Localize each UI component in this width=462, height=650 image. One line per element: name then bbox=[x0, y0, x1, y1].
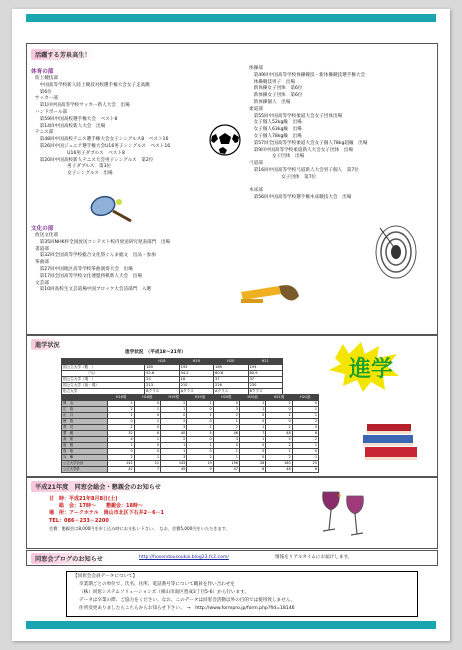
table-cell: 9 bbox=[187, 467, 213, 473]
table-cell: 60.8 bbox=[214, 371, 248, 377]
table-cell: 2 bbox=[213, 413, 239, 419]
right-list bbox=[249, 66, 367, 202]
table-cell: 7 bbox=[134, 467, 160, 473]
table-cell: 2 bbox=[266, 401, 292, 407]
award-line: 第57回全国高等学校柔道大会女子個人78kg超級 出場 bbox=[249, 140, 368, 146]
table-cell: 142 bbox=[108, 461, 134, 467]
award-line: 第35回NHK杯全国放送コンテスト校内放送研究発表部門 出場 bbox=[35, 239, 171, 245]
culture-list bbox=[35, 233, 170, 294]
table-cell: 1 bbox=[239, 437, 265, 443]
svg-text:✦: ✦ bbox=[337, 493, 343, 500]
table-cell: 2 bbox=[108, 455, 134, 461]
table-cell: 21 bbox=[134, 461, 160, 467]
meeting-date: 日 時：平成21年8月8日(土) bbox=[49, 496, 118, 502]
table-cell: 54.2 bbox=[179, 371, 213, 377]
meeting-place: 場 所：アークホテル 岡山市北区下石井2－6－1 bbox=[49, 510, 165, 516]
table-cell: 1 bbox=[187, 413, 213, 419]
table-cell: 8 bbox=[239, 467, 265, 473]
meeting-times: 総 会：17時～ 懇親会：18時～ bbox=[49, 503, 143, 509]
table-cell: 1 bbox=[292, 413, 318, 419]
table-cell: 1 bbox=[266, 449, 292, 455]
award-line: 第1回中国高等学校サッカー新人大会 出場 bbox=[35, 103, 130, 109]
table-cell: 高 知 bbox=[62, 437, 108, 443]
table-header-cell: H19 bbox=[179, 359, 213, 365]
table-cell: 2 bbox=[213, 425, 239, 431]
table-cell: 7 bbox=[239, 431, 265, 437]
page bbox=[12, 9, 450, 641]
table-cell: 0 bbox=[292, 425, 318, 431]
award-line: 第48回中国高校テニス選手権大会女子シングルス8 ベスト16 bbox=[35, 137, 169, 143]
table-cell: 1 bbox=[187, 425, 213, 431]
award-line: 第56回中国高等学校選手権木床競技大会 出場 bbox=[249, 195, 352, 201]
table-cell: 0 bbox=[266, 419, 292, 425]
table-header-cell: H19現 bbox=[160, 395, 186, 401]
table-cell: 1 bbox=[213, 449, 239, 455]
table-cell: 0 bbox=[108, 449, 134, 455]
award-line: 新体操女子団体 第6位 bbox=[249, 93, 303, 99]
table-cell: 48 bbox=[266, 431, 292, 437]
award-line: 体操競技男子 出場 bbox=[249, 79, 295, 85]
table-cell: 185 bbox=[145, 365, 179, 371]
table-cell: 1 bbox=[134, 437, 160, 443]
table-cell: 48 bbox=[266, 467, 292, 473]
table-cell: 0 bbox=[239, 455, 265, 461]
table-cell: （％） bbox=[62, 371, 145, 377]
table-cell: 1 bbox=[239, 425, 265, 431]
table-cell: 210 bbox=[179, 383, 213, 389]
meeting-title: 平成21年度 同窓会総会・懇親会のお知らせ bbox=[31, 481, 165, 492]
table-cell: 193 bbox=[248, 365, 283, 371]
footer-band bbox=[26, 621, 436, 629]
table-cell: 1 bbox=[160, 449, 186, 455]
table-cell: 1 bbox=[292, 455, 318, 461]
table-cell: 島 根 bbox=[62, 443, 108, 449]
archery-target-icon bbox=[372, 222, 420, 280]
table-cell: 5 bbox=[187, 431, 213, 437]
award-line: 放送文化部 bbox=[35, 233, 58, 238]
table-cell: 0 bbox=[108, 419, 134, 425]
award-line: 新体操女子団体 第6位 bbox=[249, 86, 303, 92]
table-cell: 1 bbox=[213, 455, 239, 461]
table-cell: 国公立大学（現 ） bbox=[62, 377, 145, 383]
table-cell: 2 bbox=[266, 425, 292, 431]
table-cell: 2 bbox=[108, 407, 134, 413]
table-cell: 1 bbox=[187, 443, 213, 449]
table-cell: 0 bbox=[134, 401, 160, 407]
sports-list bbox=[35, 76, 170, 178]
award-line: 女子個人78kg級 出場 bbox=[249, 133, 302, 139]
table-cell: 23 bbox=[145, 377, 179, 383]
table-cell: 0 bbox=[134, 413, 160, 419]
header-band bbox=[26, 14, 436, 22]
table-cell: 公立大学計 bbox=[62, 467, 108, 473]
table-cell: 公立大学合計 bbox=[62, 461, 108, 467]
table-cell: 6 bbox=[292, 431, 318, 437]
table-cell: 25 bbox=[292, 461, 318, 467]
table-cell: 1 bbox=[187, 401, 213, 407]
table-cell: 143 bbox=[160, 461, 186, 467]
table-cell: 37 bbox=[214, 377, 248, 383]
award-line: 弓道部 bbox=[249, 161, 263, 167]
table-cell: Aクラス bbox=[179, 389, 213, 395]
award-line: 第20回中国高校新人テニス大会男子シングルス 第2位 bbox=[35, 157, 154, 163]
table-cell: 230 bbox=[248, 383, 283, 389]
table-cell: 1 bbox=[134, 455, 160, 461]
table-cell: 0 bbox=[187, 449, 213, 455]
table-cell: 42 bbox=[108, 467, 134, 473]
table-cell: 2 bbox=[292, 419, 318, 425]
award-line: 陸上競技部 bbox=[35, 76, 58, 81]
award-line: 筝曲部 bbox=[35, 260, 49, 266]
table-header-cell: H18 bbox=[145, 359, 179, 365]
table-cell: 2 bbox=[266, 455, 292, 461]
table-cell: 4 bbox=[108, 437, 134, 443]
award-line: 女子団体 第7位 bbox=[249, 174, 317, 180]
table-cell: 192 bbox=[179, 365, 213, 371]
table-cell: 1 bbox=[160, 443, 186, 449]
award-line: 体操部 bbox=[249, 66, 263, 71]
table-cell: 19 bbox=[187, 461, 213, 467]
table-header-cell: H18現 bbox=[108, 395, 134, 401]
table-cell: 6 bbox=[134, 431, 160, 437]
award-line: 柔道部 bbox=[249, 106, 263, 112]
table-cell: 47 bbox=[213, 467, 239, 473]
table-cell: 2 bbox=[266, 443, 292, 449]
table-cell: 0 bbox=[187, 437, 213, 443]
awards-title: 活躍する芳泉高生！ bbox=[31, 49, 95, 60]
award-line: U16男子ダブルス ベスト8 bbox=[35, 150, 125, 156]
table-cell: 香 川 bbox=[62, 425, 108, 431]
table-cell: 1 bbox=[292, 443, 318, 449]
table-cell: 0 bbox=[239, 419, 265, 425]
table-cell: 2 bbox=[160, 419, 186, 425]
award-line: 女子個人52kg級 出場 bbox=[249, 120, 302, 126]
award-line: 第59回中国高校選手権大会 ベスト8 bbox=[35, 116, 118, 122]
table-cell: 1 bbox=[160, 407, 186, 413]
table-cell: 3 bbox=[160, 455, 186, 461]
shinro-box bbox=[26, 335, 438, 477]
table-cell: 8 bbox=[292, 467, 318, 473]
award-line: 第55回中国高等学校柔道大会女子団体出場 bbox=[249, 113, 343, 119]
table-cell: 兵 庫 bbox=[62, 455, 108, 461]
footer-line-3: （株）同窓システムソリューションズ（岡山市南区豊成3丁目5-6）から行います。 bbox=[79, 590, 249, 595]
footer-line-1: 【同窓会会員データについて】 bbox=[73, 574, 138, 579]
table-cell: 0 bbox=[187, 419, 213, 425]
award-line: 男子ダブルス 第3位 bbox=[35, 164, 112, 170]
award-line: 第16回中国高等学校弓道新人大会男子個人 第7位 bbox=[249, 167, 359, 173]
table-cell: 愛 媛 bbox=[62, 431, 108, 437]
table-cell: 156 bbox=[213, 461, 239, 467]
table-cell: 0 bbox=[134, 425, 160, 431]
award-line: 第6位 bbox=[35, 89, 52, 95]
table-cell: 1 bbox=[213, 419, 239, 425]
award-line: 第26回中国ジュニア選手権大会U16男子シングルス ベスト16 bbox=[35, 143, 171, 149]
award-line: 女子団体 出場 bbox=[249, 154, 305, 160]
award-line: テニス部 bbox=[35, 130, 54, 136]
table-cell: 1 bbox=[292, 407, 318, 413]
table-cell: 0 bbox=[239, 413, 265, 419]
table-cell: 0 bbox=[160, 413, 186, 419]
shingaku-graphic-icon bbox=[327, 340, 405, 392]
table-row bbox=[62, 467, 319, 473]
award-line: 新体操個人 出場 bbox=[249, 99, 291, 105]
table-cell: 1 bbox=[239, 407, 265, 413]
shinro-title: 進学状況 bbox=[31, 339, 64, 350]
table-header-cell: H20浪 bbox=[239, 395, 265, 401]
footer-line-4: データは卒業の際、ご協力をください。なお、このデータは同窓会活動以外の目的では使用致しません。 bbox=[79, 598, 296, 603]
award-line: 第10回高校生文芸道場中国ブロック大会詩部門 入選 bbox=[35, 287, 152, 293]
table-cell: 1 bbox=[108, 401, 134, 407]
table-cell: 32 bbox=[108, 431, 134, 437]
table-cell: 鳥 取 bbox=[62, 449, 108, 455]
award-line: 第9回中国高等学校柔道新人大会女子団体 出場 bbox=[249, 147, 353, 153]
award-line: 第27回中国地区高等学校筝曲演奏大会 出場 bbox=[35, 266, 133, 272]
table-cell: 1 bbox=[266, 413, 292, 419]
table-cell: 岡 山 bbox=[62, 401, 108, 407]
member-data-notice bbox=[66, 571, 418, 617]
award-line: サッカー部 bbox=[35, 96, 58, 102]
shinro-summary-table bbox=[61, 358, 283, 395]
table-cell: 5 bbox=[266, 437, 292, 443]
award-line: 第32回全国高等学校総合文化祭ぐんま総文 出品・参加 bbox=[35, 253, 156, 259]
table-header-cell: H20現 bbox=[213, 395, 239, 401]
award-line bbox=[249, 182, 367, 189]
table-cell: 0 bbox=[239, 449, 265, 455]
award-line: 女子個人63kg級 出場 bbox=[249, 127, 302, 133]
table-cell: 18 bbox=[179, 377, 213, 383]
award-line: ハンドボール部 bbox=[35, 109, 68, 115]
table-cell: Aクラス bbox=[214, 389, 248, 395]
award-line: 女子シングルス 出場 bbox=[35, 171, 113, 177]
table-cell: 0 bbox=[213, 401, 239, 407]
table-cell: Bクラス bbox=[145, 389, 179, 395]
table-cell: 1 bbox=[239, 401, 265, 407]
table-cell: 52.6 bbox=[145, 371, 179, 377]
table-cell: 0 bbox=[134, 443, 160, 449]
award-line: 第49回中国高等学校体操競技・新体操競技選手権大会 bbox=[249, 72, 366, 78]
footer-line-5: 住所変更ありましたらこちらからお知らせ下さい。 → http://www.formpro.jp/form.php?fid=18146 bbox=[79, 606, 295, 611]
table-cell: 私立大学 bbox=[62, 389, 145, 395]
culture-heading: 文化の部 bbox=[31, 226, 54, 232]
wine-glasses-icon bbox=[317, 488, 375, 542]
table-cell: 45 bbox=[160, 467, 186, 473]
table-cell: 28 bbox=[239, 461, 265, 467]
table-cell: 213 bbox=[145, 383, 179, 389]
table-cell: 226 bbox=[214, 383, 248, 389]
awards-box bbox=[26, 43, 438, 335]
shinro-table-title: 進学状況 （平成18～21年） bbox=[125, 350, 187, 355]
award-line: 中国高等学校新人陸上競技対校選手権大会女子走高跳 bbox=[35, 82, 150, 88]
table-cell: 0 bbox=[292, 449, 318, 455]
blog-title: 同窓会ブログのお知らせ bbox=[31, 553, 107, 564]
table-cell: 3 bbox=[160, 425, 186, 431]
table-cell: 広 島 bbox=[62, 407, 108, 413]
table-cell: 3 bbox=[213, 437, 239, 443]
table-cell: 0 bbox=[213, 443, 239, 449]
table-cell: 2 bbox=[292, 437, 318, 443]
table-cell: 山 口 bbox=[62, 413, 108, 419]
award-line: 木床部 bbox=[249, 188, 263, 194]
table-cell: 1 bbox=[108, 413, 134, 419]
meeting-box bbox=[26, 477, 438, 549]
shinro-pref-table bbox=[61, 394, 319, 473]
blog-link[interactable]: http://hosendousoukai.blog23.fc2.com/ bbox=[139, 555, 229, 560]
table-cell: 0 bbox=[134, 449, 160, 455]
table-header-cell: H19浪 bbox=[187, 395, 213, 401]
table-cell: 2 bbox=[108, 425, 134, 431]
table-cell: 40 bbox=[160, 431, 186, 437]
sports-heading: 体育の部 bbox=[31, 69, 54, 75]
meeting-fee: 会費：懇親会は8,000円を申し込み時にお支払い下さい。 なお、会費5,000円をいただきます。 bbox=[49, 526, 230, 531]
table-header-cell: H21現 bbox=[266, 395, 292, 401]
table-header-cell: H18浪 bbox=[134, 395, 160, 401]
books-icon bbox=[361, 422, 421, 464]
table-cell: 1 bbox=[134, 407, 160, 413]
table-header-cell: H21浪 bbox=[292, 395, 318, 401]
table-cell: 徳 島 bbox=[62, 419, 108, 425]
table-header-cell: H20 bbox=[214, 359, 248, 365]
table-cell: 37 bbox=[248, 377, 283, 383]
table-cell: 0 bbox=[292, 401, 318, 407]
svg-text:進学: 進学 bbox=[349, 357, 394, 382]
tennis-racket-icon bbox=[89, 194, 133, 224]
table-cell: 1 bbox=[108, 443, 134, 449]
table-cell: 2 bbox=[160, 401, 186, 407]
table-cell: 0 bbox=[239, 443, 265, 449]
table-cell: 国公立大学（浪・現） bbox=[62, 383, 145, 389]
table-cell: 160 bbox=[266, 461, 292, 467]
table-header-cell: H21 bbox=[248, 359, 283, 365]
table-cell: 189 bbox=[214, 365, 248, 371]
table-cell: 3 bbox=[213, 407, 239, 413]
table-cell: 46 bbox=[213, 431, 239, 437]
meeting-tel: TEL：086－233－2200 bbox=[49, 518, 109, 524]
award-line: 第17回全国高等学校文化連盟将棋新人大会 出場 bbox=[35, 273, 142, 279]
table-cell: 0 bbox=[266, 407, 292, 413]
table-cell: 国公立大学（数 ） bbox=[62, 365, 145, 371]
brush-icon bbox=[239, 282, 301, 312]
award-line: 書道部 bbox=[35, 246, 49, 252]
table-cell: 2 bbox=[187, 455, 213, 461]
soccer-ball-icon bbox=[209, 124, 241, 156]
blog-box bbox=[26, 550, 438, 566]
award-line: 文芸部 bbox=[35, 280, 49, 286]
table-cell: 60.9 bbox=[248, 371, 283, 377]
table-cell: 2 bbox=[160, 437, 186, 443]
table-cell: Bクラス bbox=[248, 389, 283, 395]
award-line: 第14回中国高校新人大会 出場 bbox=[35, 123, 106, 129]
footer-line-2: 卒業期ごとの単位で、氏名、住所、電話番号等について職員を作い合わせを bbox=[79, 582, 236, 587]
table-cell: 0 bbox=[187, 407, 213, 413]
blog-note: 情報をリアルタイムにお届けします。 bbox=[275, 555, 353, 560]
table-cell: 1 bbox=[134, 419, 160, 425]
